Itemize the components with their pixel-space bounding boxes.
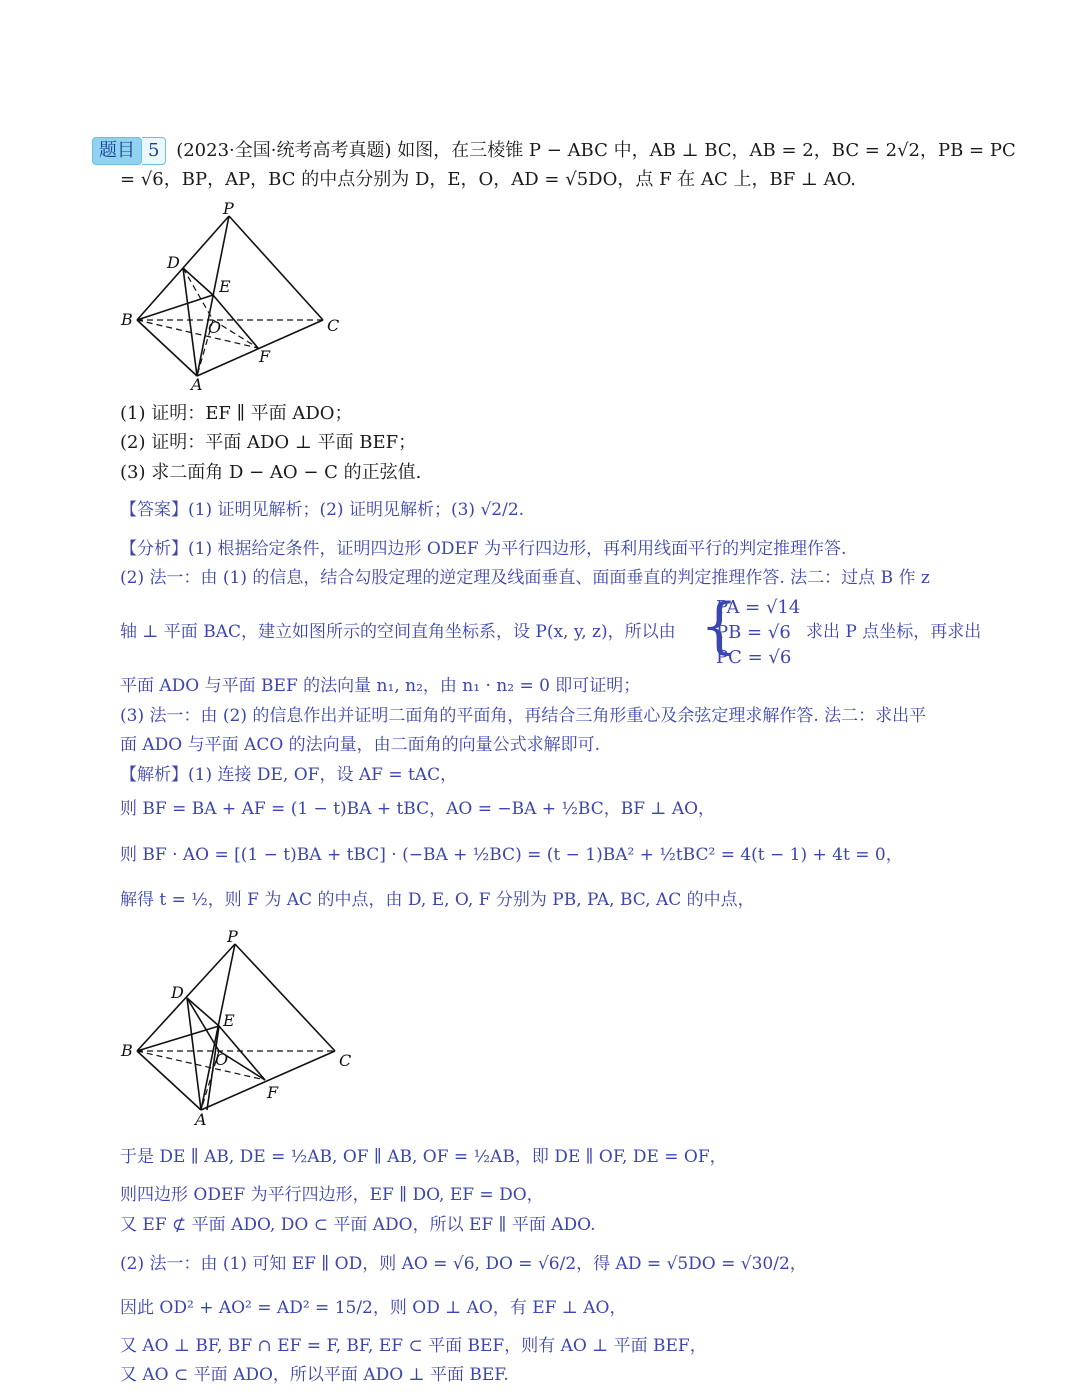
analysis-line-5: (3) 法一：由 (2) 的信息作出并证明二面角的平面角，再结合三角形重心及余弦定理求解作答. 法二：求出平 [120,706,927,726]
label-B: B [121,310,133,329]
label-O: O [208,318,222,337]
system-brace: { [700,591,739,661]
solution-line-11: 又 AO ⊂ 平面 ADO，所以平面 ADO ⊥ 平面 BEF. [120,1365,509,1385]
problem-line-1: (2023·全国·统考高考真题) 如图，在三棱锥 P − ABC 中，AB ⊥ BC，AB = 2，BC = 2√2，PB = PC [176,140,1016,161]
system-eq-2: PB = √6 [716,622,791,643]
problem-tag: 题目 [92,137,142,165]
solution-line-6: 则四边形 ODEF 为平行四边形，EF ∥ DO, EF = DO， [120,1185,544,1205]
solution-line-5: 于是 DE ∥ AB, DE = ½AB, OF ∥ AB, OF = ½AB，即 DE ∥ OF, DE = OF， [120,1147,727,1167]
solution-line-4: 解得 t = ½，则 F 为 AC 的中点，由 D, E, O, F 分别为 PB, PA, BC, AC 的中点， [120,890,755,910]
label-D: D [167,253,180,272]
label2-O: O [215,1050,229,1069]
pyramid-figure-1 [115,198,355,394]
analysis-line-3b: 求出 P 点坐标，再求出 [806,622,982,642]
problem-line-2: = √6，BP，AP，BC 的中点分别为 D，E，O，AD = √5DO，点 F 在 AC 上，BF ⊥ AO. [120,169,857,190]
analysis-line-2: (2) 法一：由 (1) 的信息，结合勾股定理的逆定理及线面垂直、面面垂直的判定推理作答. 法二：过点 B 作 z [120,568,930,588]
question-3: (3) 求二面角 D − AO − C 的正弦值. [120,462,422,483]
label2-D: D [171,983,184,1002]
pyramid-figure-2 [115,928,365,1130]
edge-DA [183,268,197,376]
solution-line-2: 则 BF = BA + AF = (1 − t)BA + tBC，AO = −BA + ½BC，BF ⊥ AO， [120,799,716,819]
edge-DE [183,268,213,295]
analysis-line-1: 【分析】(1) 根据给定条件，证明四边形 ODEF 为平行四边形，再利用线面平行的判定推理作答. [120,539,847,559]
edge-PC [229,216,323,320]
system-eq-3: PC = √6 [716,647,792,668]
analysis-line-6: 面 ADO 与平面 ACO 的法向量，由二面角的向量公式求解即可. [120,735,601,755]
system-eq-1: PA = √14 [716,597,801,618]
label-P: P [223,199,234,218]
label-A: A [191,375,203,394]
label2-C: C [339,1051,352,1070]
label2-F: F [267,1083,279,1102]
solution-line-3: 则 BF · AO = [(1 − t)BA + tBC] · (−BA + ½BC) = (t − 1)BA² + ½tBC² = 4(t − 1) + 4t = 0， [120,845,903,865]
solution-line-7: 又 EF ⊄ 平面 ADO, DO ⊂ 平面 ADO，所以 EF ∥ 平面 ADO. [120,1215,596,1235]
label-F: F [259,347,271,366]
problem-number: 5 [142,137,166,165]
question-2: (2) 证明：平面 ADO ⊥ 平面 BEF； [120,432,417,453]
solution-line-1: 【解析】(1) 连接 DE, OF，设 AF = tAC， [120,765,458,785]
analysis-line-4: 平面 ADO 与平面 BEF 的法向量 n₁, n₂，由 n₁ · n₂ = 0 即可证明； [120,676,641,696]
label-C: C [327,316,340,335]
label2-E: E [223,1011,235,1030]
edge-BF [137,320,258,348]
analysis-line-3a: 轴 ⊥ 平面 BAC，建立如图所示的空间直角坐标系，设 P(x, y, z)，所以由 [120,622,676,642]
label2-B: B [121,1041,133,1060]
answer-line: 【答案】(1) 证明见解析；(2) 证明见解析；(3) √2/2. [120,500,525,520]
edge-DO [183,268,213,320]
solution-line-10: 又 AO ⊥ BF, BF ∩ EF = F, BF, EF ⊂ 平面 BEF，则有 AO ⊥ 平面 BEF， [120,1336,707,1356]
solution-line-8: (2) 法一：由 (1) 可知 EF ∥ OD，则 AO = √6, DO = √6/2，得 AD = √5DO = √30/2， [120,1254,807,1274]
edge-BA [137,320,197,376]
solution-line-9: 因此 OD² + AO² = AD² = 15/2，则 OD ⊥ AO，有 EF ⊥ AO， [120,1298,627,1318]
question-1: (1) 证明：EF ∥ 平面 ADO； [120,403,353,424]
label2-P: P [227,928,238,946]
label-E: E [219,277,231,296]
label2-A: A [195,1110,207,1129]
problem-header [92,137,1016,165]
